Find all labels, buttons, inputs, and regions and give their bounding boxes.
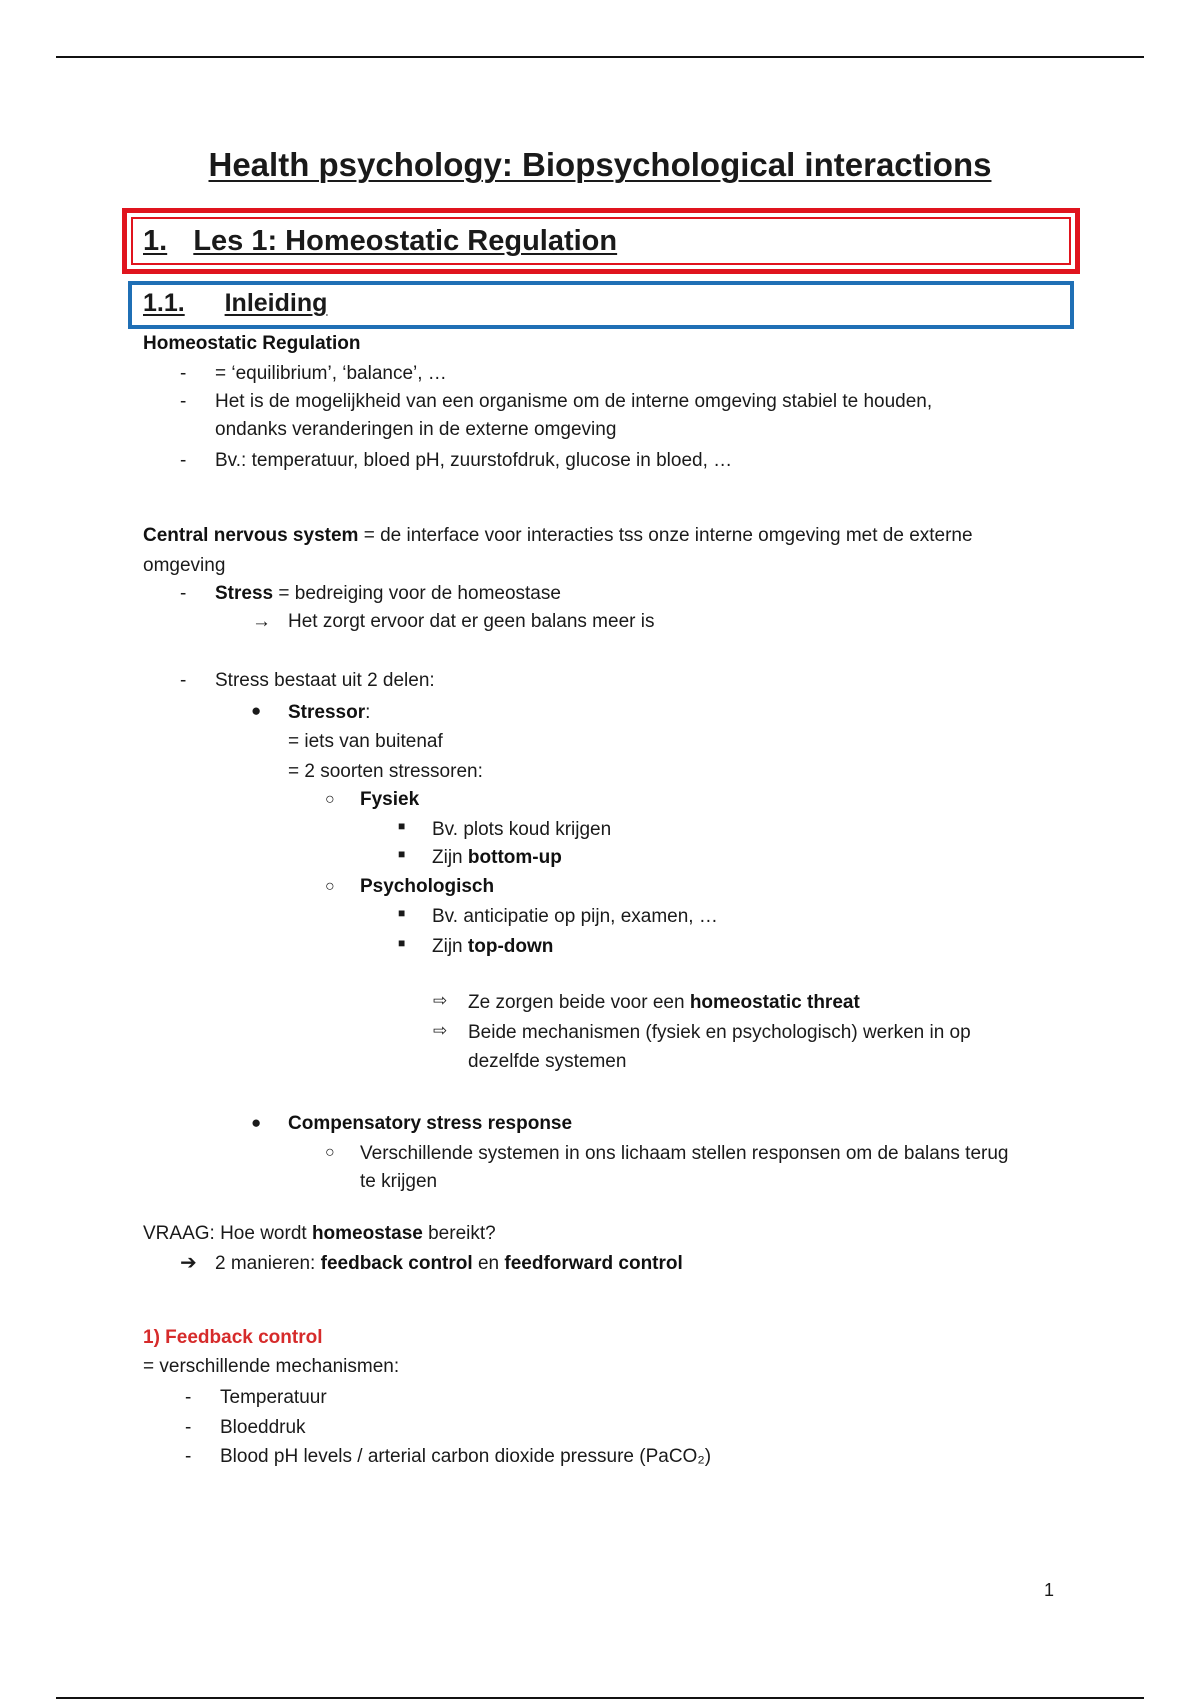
document-title: Health psychology: Biopsychological interactions (208, 146, 992, 183)
vraag-answer-bold1: feedback control (320, 1253, 473, 1274)
fysiek-item2-bold: bottom-up (467, 847, 562, 868)
vraag-prefix: VRAAG: Hoe wordt (143, 1223, 312, 1244)
heading2-text: Inleiding (224, 289, 328, 317)
bullet-icon: ● (251, 701, 262, 720)
heading2 (143, 291, 327, 316)
vraag-suffix: bereikt? (422, 1223, 496, 1244)
vraag-answer-mid: en (472, 1253, 505, 1274)
compensatory-line2: te krijgen (360, 1171, 438, 1192)
stressor-label: Stressor (288, 702, 366, 723)
square-bullet-icon: ■ (398, 936, 406, 950)
stress-definition (215, 584, 561, 603)
bullet-icon: ● (251, 1113, 262, 1132)
bold-arrow-icon: ➔ (180, 1252, 197, 1274)
feedback-title: 1) Feedback control (143, 1327, 323, 1348)
psychologisch-label: Psychologisch (360, 876, 495, 897)
cns-def-line2: omgeving (143, 555, 226, 576)
stressor-heading (288, 703, 370, 722)
cns-term: Central nervous system (143, 525, 359, 546)
stress-def: = bedreiging voor de homeostase (273, 583, 561, 604)
vraag-bold: homeostase (311, 1223, 423, 1244)
compensatory-line1: Verschillende systemen in ons lichaam stellen responsen om de balans terug (360, 1143, 1009, 1164)
heading1-text: Les 1: Homeostatic Regulation (193, 225, 618, 257)
conclusion2-line1: Beide mechanismen (fysiek en psychologisch) werken in op (468, 1022, 971, 1043)
homeostatic-item-2: - Het is de mogelijkheid van een organisme om de interne omgeving stabiel te houden, (215, 392, 932, 411)
conclusion2-line2: dezelfde systemen (468, 1051, 627, 1072)
feedback-item-1: - Temperatuur (220, 1388, 327, 1407)
heading2-number: 1.1. (143, 289, 185, 317)
feedback-item-3: - Blood pH levels / arterial carbon dioxide pressure (PaCO₂) (220, 1447, 711, 1466)
psychologisch-item2 (432, 937, 553, 956)
feedback-item-2: - Bloeddruk (220, 1418, 306, 1437)
top-rule (56, 56, 1144, 58)
homeostatic-title: Homeostatic Regulation (143, 333, 361, 354)
circle-bullet-icon: ○ (325, 1144, 335, 1161)
cns-def-line1: = de interface voor interacties tss onze interne omgeving met de externe (358, 525, 973, 546)
circle-bullet-icon: ○ (325, 878, 335, 895)
stressor-colon: : (365, 702, 371, 723)
circle-bullet-icon: ○ (325, 791, 335, 808)
fysiek-item1: Bv. plots koud krijgen (432, 819, 612, 840)
psychologisch-item2-bold: top-down (467, 936, 554, 957)
conclusion1 (468, 993, 860, 1012)
vraag-answer-bold2: feedforward control (504, 1253, 683, 1274)
homeostatic-item-3: - Bv.: temperatuur, bloed pH, zuurstofdruk, glucose in bloed, … (215, 451, 732, 470)
homeostatic-item-2-cont: ondanks veranderingen in de externe omgeving (215, 419, 617, 440)
outline-arrow-icon: ⇨ (433, 1021, 448, 1040)
vraag-answer-prefix: 2 manieren: (215, 1253, 321, 1274)
vraag-question (143, 1224, 496, 1243)
heading1 (143, 227, 617, 256)
vraag-answer (215, 1254, 683, 1273)
cns-definition (143, 526, 973, 545)
fysiek-item2-prefix: Zijn (432, 847, 468, 868)
arrow-right-icon: → (252, 611, 271, 632)
heading1-number: 1. (143, 225, 168, 257)
stress-term: Stress (215, 583, 274, 604)
square-bullet-icon: ■ (398, 906, 406, 920)
homeostatic-item-1: - = ‘equilibrium’, ‘balance’, … (215, 364, 447, 383)
conclusion1-prefix: Ze zorgen beide voor een (468, 992, 690, 1013)
stress-parts-intro: - Stress bestaat uit 2 delen: (215, 671, 435, 690)
fysiek-label: Fysiek (360, 789, 420, 810)
square-bullet-icon: ■ (398, 819, 406, 833)
stress-arrow-text: Het zorgt ervoor dat er geen balans meer is (288, 611, 655, 632)
outline-arrow-icon: ⇨ (433, 991, 448, 1010)
conclusion1-bold: homeostatic threat (689, 992, 860, 1013)
stressor-def2: = 2 soorten stressoren: (288, 761, 483, 782)
feedback-intro: = verschillende mechanismen: (143, 1356, 400, 1377)
bottom-rule (56, 1697, 1144, 1699)
square-bullet-icon: ■ (398, 847, 406, 861)
psychologisch-item1: Bv. anticipatie op pijn, examen, … (432, 906, 718, 927)
compensatory-label: Compensatory stress response (288, 1113, 573, 1134)
fysiek-item2 (432, 848, 562, 867)
page-number: 1 (1044, 1580, 1055, 1600)
stressor-def1: = iets van buitenaf (288, 731, 443, 752)
psychologisch-item2-prefix: Zijn (432, 936, 468, 957)
